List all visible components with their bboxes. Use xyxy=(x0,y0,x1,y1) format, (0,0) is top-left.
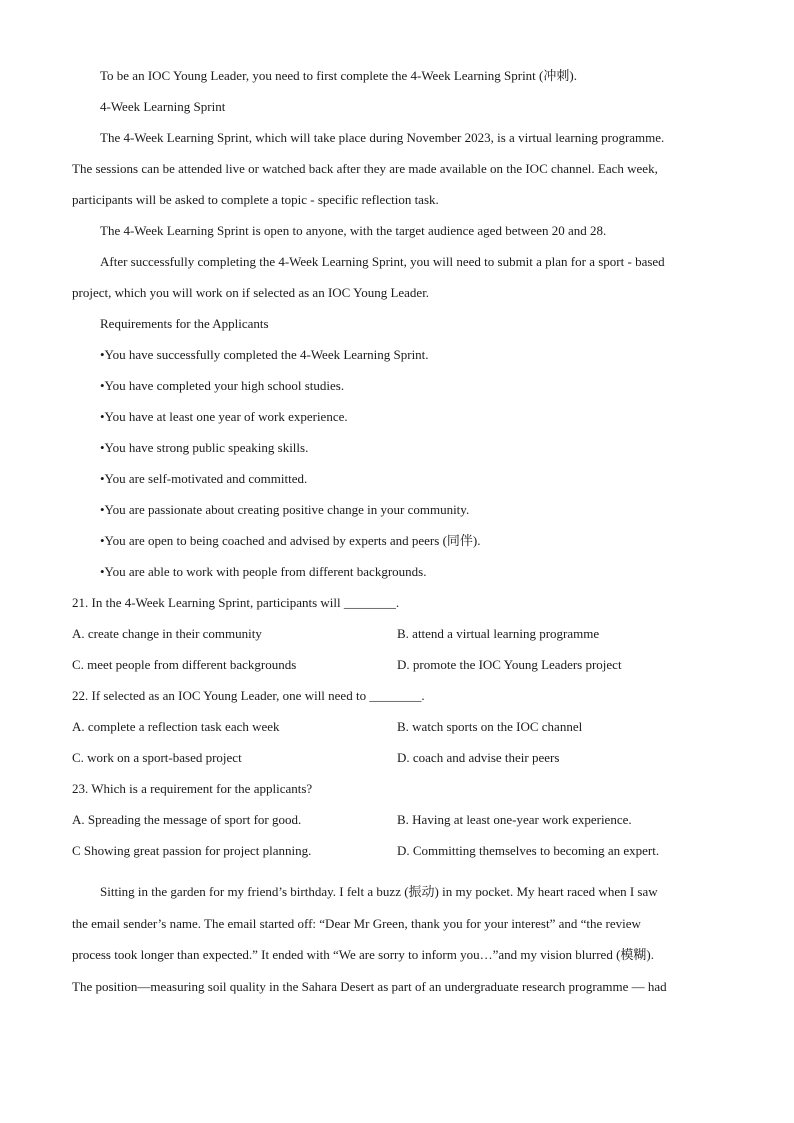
option-c: C Showing great passion for project planning. xyxy=(72,843,312,858)
passage-heading: 4-Week Learning Sprint xyxy=(100,99,226,114)
paragraph-line: participants will be asked to complete a topic - specific reflection task. xyxy=(72,192,439,207)
paragraph-line: The sessions can be attended live or watched back after they are made available on the IOC channel. Each week, xyxy=(72,161,658,176)
paragraph-line: The 4-Week Learning Sprint, which will take place during November 2023, is a virtual learning programme. xyxy=(100,130,665,145)
requirements-heading: Requirements for the Applicants xyxy=(100,316,269,331)
option-row xyxy=(72,837,712,868)
option-b: B. attend a virtual learning programme xyxy=(397,626,600,641)
requirement-item: •You are passionate about creating positive change in your community. xyxy=(100,502,470,517)
option-row xyxy=(72,744,712,775)
paragraph-line: process took longer than expected.” It ended with “We are sorry to inform you…”and my vision blurred (模糊). xyxy=(72,947,654,962)
requirement-item: •You are able to work with people from different backgrounds. xyxy=(100,564,427,579)
paragraph-line: the email sender’s name. The email started off: “Dear Mr Green, thank you for your interest” and “the review xyxy=(72,915,641,931)
option-d: D. Committing themselves to becoming an expert. xyxy=(397,843,660,858)
document-page xyxy=(72,62,712,1004)
requirement-item: •You are self-motivated and committed. xyxy=(100,471,308,486)
option-c: C. meet people from different backgrounds xyxy=(72,657,297,672)
paragraph-line: The position—measuring soil quality in the Sahara Desert as part of an undergraduate research programme — had xyxy=(72,978,667,994)
requirement-item: •You have strong public speaking skills. xyxy=(100,440,309,455)
option-a: A. complete a reflection task each week xyxy=(72,719,280,734)
section-gap xyxy=(72,868,712,878)
paragraph-line: The 4-Week Learning Sprint is open to anyone, with the target audience aged between 20 and 28. xyxy=(100,223,607,238)
option-row xyxy=(72,806,712,837)
option-row xyxy=(72,620,712,651)
question-stem: 21. In the 4-Week Learning Sprint, participants will ________. xyxy=(72,595,400,610)
paragraph-line: Sitting in the garden for my friend’s birthday. I felt a buzz (振动) in my pocket. My heart raced when I saw xyxy=(100,884,658,899)
question-stem: 22. If selected as an IOC Young Leader, one will need to ________. xyxy=(72,688,425,703)
option-row xyxy=(72,713,712,744)
question-stem: 23. Which is a requirement for the applicants? xyxy=(72,781,313,796)
passage-intro: To be an IOC Young Leader, you need to first complete the 4-Week Learning Sprint (冲刺). xyxy=(100,68,577,83)
requirement-item: •You have completed your high school studies. xyxy=(100,378,345,393)
paragraph-line: project, which you will work on if selected as an IOC Young Leader. xyxy=(72,285,430,300)
option-b: B. Having at least one-year work experience. xyxy=(397,812,632,827)
option-d: D. coach and advise their peers xyxy=(397,750,560,765)
option-a: A. create change in their community xyxy=(72,626,262,641)
option-c: C. work on a sport-based project xyxy=(72,750,242,765)
paragraph-line: After successfully completing the 4-Week Learning Sprint, you will need to submit a plan for a sport - based xyxy=(100,254,665,269)
option-a: A. Spreading the message of sport for good. xyxy=(72,812,302,827)
requirement-item: •You have successfully completed the 4-Week Learning Sprint. xyxy=(100,347,429,362)
requirement-item: •You are open to being coached and advised by experts and peers (同伴). xyxy=(100,533,481,548)
option-d: D. promote the IOC Young Leaders project xyxy=(397,657,622,672)
option-b: B. watch sports on the IOC channel xyxy=(397,719,583,734)
option-row xyxy=(72,651,712,682)
requirement-item: •You have at least one year of work experience. xyxy=(100,409,348,424)
